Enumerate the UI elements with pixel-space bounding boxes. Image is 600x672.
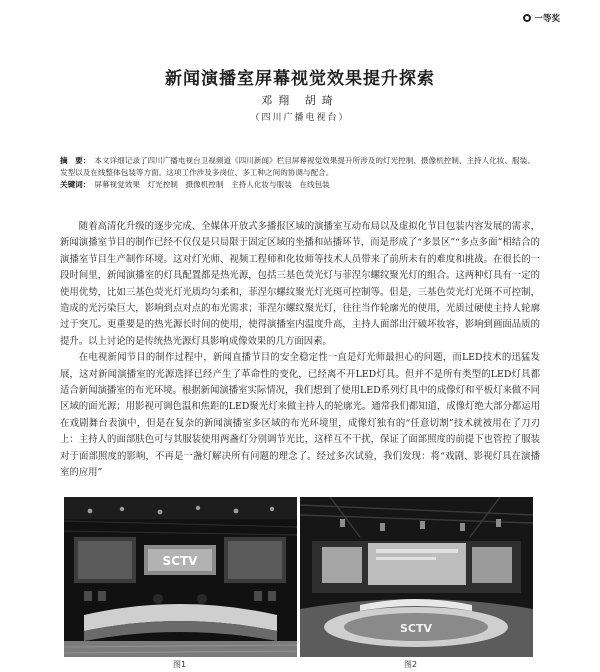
article-title: 新闻演播室屏幕视觉效果提升探索 — [165, 69, 435, 89]
article-affiliation: （四川广播电视台） — [250, 113, 350, 123]
abstract-block — [60, 155, 540, 191]
figure-1-screen-logo: SCTV — [162, 554, 198, 568]
figure-2-studio-photo — [300, 497, 533, 657]
body-paragraph-1: 随着高清化升级的逐步完成、全媒体开放式多播报区域的演播室互动布局以及虚拟化节目包装内容发展的需求，新闻演播室节目的制作已经不仅仅是只局限于固定区域的坐播和站播环节，而是形成了“多景区”“多点多面”相结合的演播室节目生产制作环境。这对灯光师、视频工程师和化妆师等技术人员带来了前所未有的难度和挑战。在很长的一段时间里，新闻演播室的灯具配置都是热光源，包括三基色荧光灯与菲涅尔螺纹聚光灯的组合。这两种灯具有一定的使用优势，比如三基色荧光灯光质均匀柔和，菲涅尔螺纹聚光灯光斑可控制等。但是，三基色荧光灯光斑不可控制，造成的光污染巨大，影响到点对点的布光需求；菲涅尔螺纹聚光灯，往往当作轮廓光的使用，光质过硬使主持人轮廓过于突兀。更重要是的热光源长时间的使用，使得演播室内温度升高，主持人面部出汗破坏妆容，影响到画面品质的提升。以上讨论的是传统热光源灯具影响成像效果的几方面因素。 — [60, 221, 540, 347]
figure-1-studio-photo — [64, 497, 297, 657]
abstract-paragraph — [60, 155, 540, 179]
abstract-label: 摘 要： — [60, 156, 91, 165]
body-paragraph-2: 在电视新闻节目的制作过程中，新闻直播节目的安全稳定性一直是灯光师最担心的问题，而LED技术的迅猛发展，这对新闻演播室的光源选择已经产生了革命性的变化，已经离不开LED灯具。但并不是所有类型的LED灯具都适合新闻演播室的布光环境。根据新闻演播室实际情况，我们想到了使用LED系列灯具中的成像灯和平板灯来做不同区域的面光源；用影视可调色温和焦距的LED聚光灯来做主持人的轮廓光。通常我们都知道，成像灯绝大部分都运用在戏剧舞台表演中，但是在复杂的新闻演播室多区域的布光环境里，成像灯独有的“任意切割”技术就被用在了刀刃上：主持人的面部肤色可与其服装使用两盏灯分别调节光比，这样互不干扰，保证了面部照度的前提下也管控了服装对于面部照度的影响，不再是一盏灯解决所有问题的理念了。经过多次试验，我们发现：将“戏剧、影视灯具在演播室的应用” — [60, 352, 540, 479]
figure-2-floor-logo: SCTV — [399, 622, 433, 635]
award-badge — [523, 12, 560, 24]
award-icon — [523, 14, 531, 22]
award-label: 一等奖 — [534, 14, 560, 24]
figure-2-caption: 图2 — [404, 660, 418, 669]
keywords-text: 屏幕视觉效果 灯光控制 摄像机控制 主持人化妆与服装 在线包装 — [94, 180, 330, 189]
abstract-text: 本文详细记录了四川广播电视台卫视频道《四川新闻》栏目屏幕视觉效果提升所涉及的灯光控制、摄像机控制、主持人化妆、服装、发型以及在线整体包装等方面。这项工作涉及多岗位、多工种之间的协调与配合。 — [60, 156, 535, 177]
article-body — [60, 219, 540, 482]
keywords-paragraph — [60, 179, 540, 191]
figure-1-caption: 图1 — [173, 660, 187, 669]
article-authors: 邓翔 胡琦 — [261, 94, 339, 107]
keywords-label: 关键词： — [60, 180, 91, 189]
